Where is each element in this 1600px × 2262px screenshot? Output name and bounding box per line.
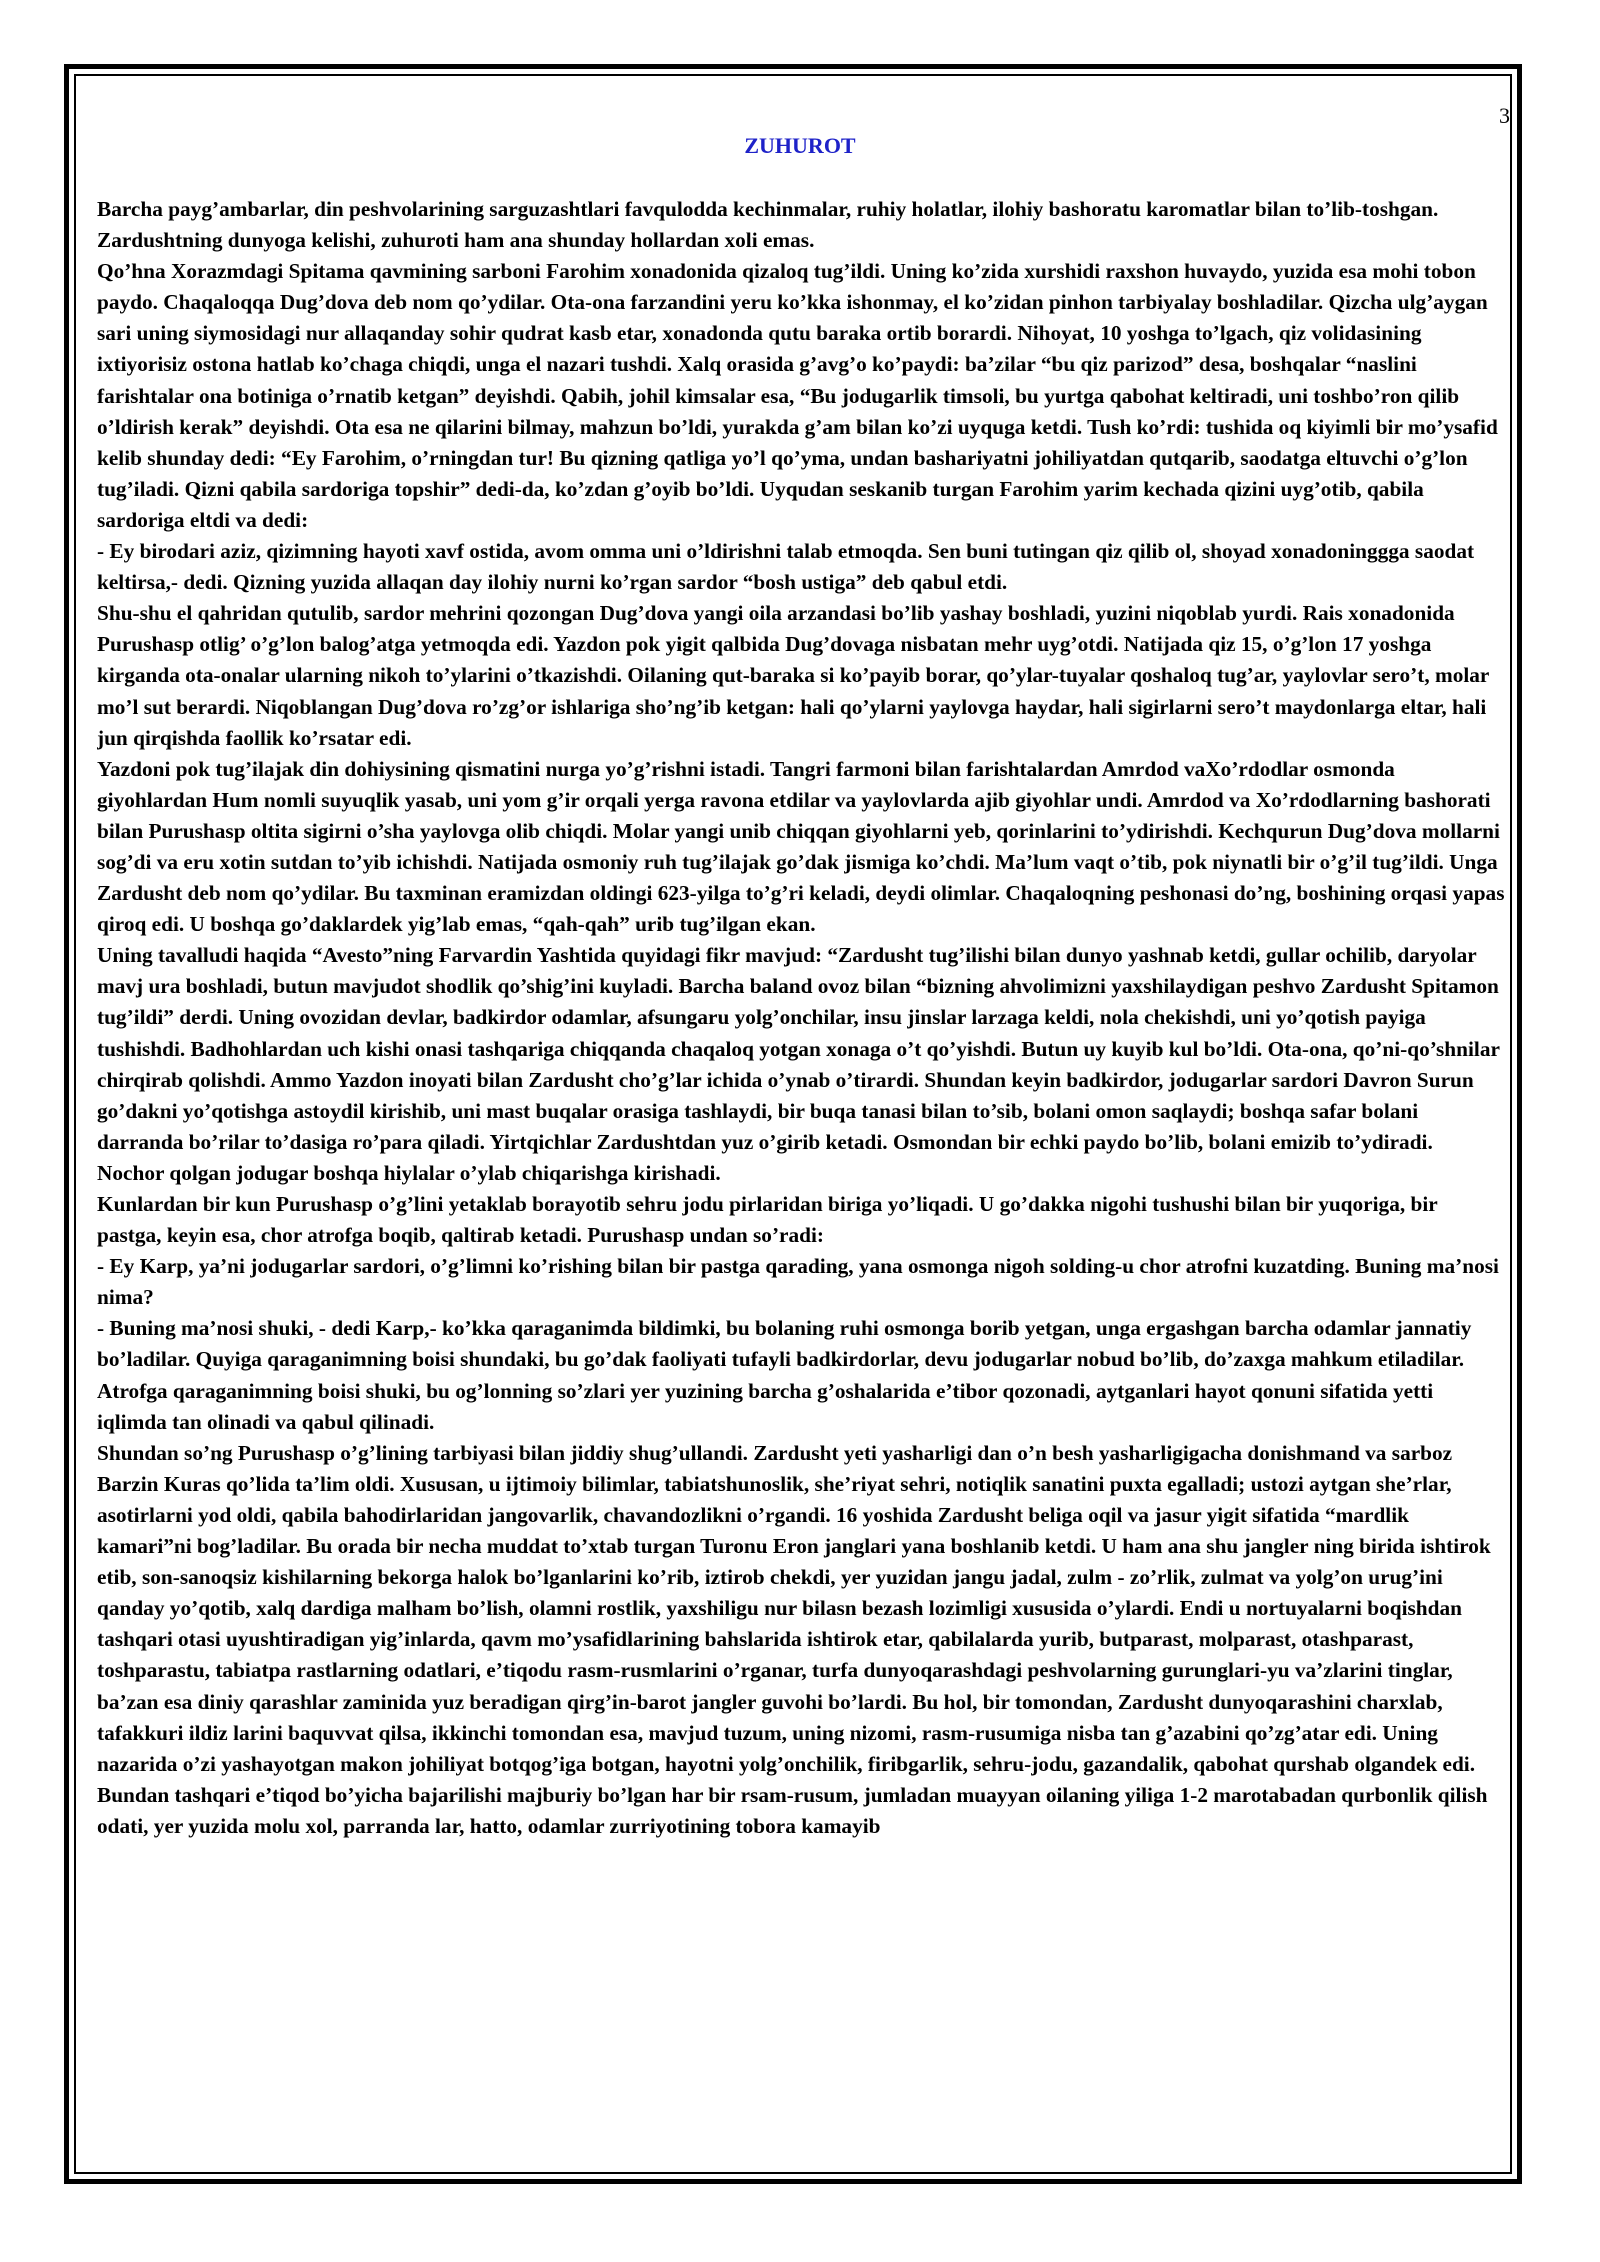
paragraph: Shundan so’ng Purushasp o’g’lining tarbiyasi bilan jiddiy shug’ullandi. Zardusht yeti yasharligi dan o’n besh yasharligigacha donishmand va sarboz Barzin Kuras qo’lida ta’lim oldi. Xususan, u ijtimoiy bilimlar, tabiatshunoslik, she’riyat sehri, notiqlik sanatini puxta egalladi; ustozi aytgan she’rlar, asotirlarni yod oldi, qabila bahodirlaridan jangovarlik, chavandozlikni o’rgandi. 16 yoshida Zardusht beliga oqil va jasur yigit sifatida “mardlik kamari”ni bog’ladilar. Bu orada bir necha muddat to’xtab turgan Turonu Eron janglari yana boshlanib ketdi. U ham ana shu jangler ning birida ishtirok etib, son-sanoqsiz kishilarning bekorga halok bo’lganlarini ko’rib, iztirob chekdi, yer yuzidan jangu jadal, zulm - zo’rlik, zulmat va yolg’on urug’ini qanday yo’qotib, xalq dardiga malham bo’lish, olamni rostlik, yaxshiligu nur bilasn bezash lozimligi xususida o’ylardi. Endi u nortuyalarni boqishdan tashqari otasi uyushtiradigan yig’inlarda, qavm mo’ysafidlarining bahslarida ishtirok etar, qabilalarda yurib, butparast, molparast, otashparast, toshparastu, tabiatpa rastlarning odatlari, e’tiqodu rasm-rusmlarini o’rganar, turfa dunyoqarashdagi peshvolarning gurunglari-yu va’zlarini tinglar, ba’zan esa diniy qarashlar zaminida yuz beradigan qirg’in-barot jangler guvohi bo’lardi. Bu hol, bir tomondan, Zardusht dunyoqarashini charxlab, tafakkuri ildiz larini baquvvat qilsa, ikkinchi tomondan esa, mavjud tuzum, uning nizomi, rasm-rusumiga nisba tan g’azabini qo’zg’atar edi. Uning nazarida o’zi yashayotgan makon johiliyat botqog’iga botgan, hayotni yolg’onchilik, firibgarlik, sehru-jodu, gazandalik, qabohat qurshab olgandek edi. Bundan tashqari e’tiqod bo’yicha bajarilishi majburiy bo’lgan har bir rsam-rusum, jumladan muayyan oilaning yiliga 1-2 marotabadan qurbonlik qilish odati, yer yuzida molu xol, parranda lar, hatto, odamlar zurriyotining tobora kamayib	[97, 1440, 1491, 1838]
paragraph: Yazdoni pok tug’ilajak din dohiysining qismatini nurga yo’g’rishni istadi. Tangri farmoni bilan farishtalardan Amrdod vaXo’rdodlar osmonda giyohlardan Hum nomli suyuqlik yasab, uni yom g’ir orqali yerga ravona etdilar va yaylovlarda ajib giyohlar undi. Amrdod va Xo’rdodlarning bashorati bilan Purushasp oltita sigirni o’sha yaylovga olib chiqdi. Molar yangi unib chiqqan giyohlarni yeb, qorinlarini to’ydirishdi. Kechqurun Dug’dova mollarni sog’di va eru xotin sutdan to’yib ichishdi. Natijada osmoniy ruh tug’ilajak go’dak jismiga ko’chdi. Ma’lum vaqt o’tib, pok niynatli bir o’g’il tug’ildi. Unga Zardusht deb nom qo’ydilar. Bu taxminan eramizdan oldingi 623-yilga to’g’ri keladi, deydi olimlar. Chaqaloqning peshonasi do’ng, boshining orqasi yapas qiroq edi. U boshqa go’daklardek yig’lab emas, “qah-qah” urib tug’ilgan ekan.	[97, 756, 1505, 937]
paragraph: - Ey birodari aziz, qizimning hayoti xavf ostida, avom omma uni o’ldirishni talab etmoqda. Sen buni tutingan qiz qilib ol, shoyad xonadoninggga saodat keltirsa,- dedi. Qizning yuzida allaqan day ilohiy nurni ko’rgan sardor “bosh ustiga” deb qabul etdi.	[97, 539, 1475, 595]
page-number: 3	[1499, 103, 1510, 128]
paragraph: Shu-shu el qahridan qutulib, sardor mehrini qozongan Dug’dova yangi oila arzandasi bo’lib yashay boshladi, yuzini niqoblab yurdi. Rais xonadonida Purushasp otlig’ o’g’lon balog’atga yetmoqda edi. Yazdon pok yigit qalbida Dug’dovaga nisbatan mehr uyg’otdi. Natijada qiz 15, o’g’lon 17 yoshga kirganda ota-onalar ularning nikoh to’ylarini o’tkazishdi. Oilaning qut-baraka si ko’payib borar, qo’ylar-tuyalar qoshaloq tug’ar, yaylovlar sero’t, molar mo’l sut berardi. Niqoblangan Dug’dova ro’zg’or ishlariga sho’ng’ib ketgan: hali qo’ylarni yaylovga haydar, hali sigirlarni sero’t maydonlarga eltar, hali jun qirqishda faollik ko’rsatar edi.	[97, 601, 1489, 750]
paragraph: Qo’hna Xorazmdagi Spitama qavmining sarboni Farohim xonadonida qizaloq tug’ildi. Uning ko’zida xurshidi raxshon huvaydo, yuzida esa mohi tobon paydo. Chaqaloqqa Dug’dova deb nom qo’ydilar. Ota-ona farzandini yeru ko’kka ishonmay, el ko’zidan pinhon tarbiyalay boshladilar. Qizcha ulg’aygan sari uning siymosidagi nur allaqanday sohir qudrat kasb etar, xonadonda qutu baraka ortib borardi. Nihoyat, 10 yoshga to’lgach, qiz volidasining ixtiyorisiz ostona hatlab ko’chaga chiqdi, unga el nazari tushdi. Xalq orasida g’avg’o ko’paydi: ba’zilar “bu qiz parizod” desa, boshqalar “naslini farishtalar ona botiniga o’rnatib ketgan” deyishdi. Qabih, johil kimsalar esa, “Bu jodugarlik timsoli, bu yurtga qabohat keltiradi, uni toshbo’ron qilib o’ldirish kerak” deyishdi. Ota esa ne qilarini bilmay, mahzun bo’ldi, yurakda g’am bilan ko’zi uyquga ketdi. Tush ko’rdi: tushida oq kiyimli bir mo’ysafid kelib shunday dedi: “Ey Farohim, o’rningdan tur! Bu qizning qatliga yo’l qo’yma, undan bashariyatni johiliyatdan qutqarib, saodatga eltuvchi o’g’lon tug’iladi. Qizni qabila sardoriga topshir” dedi-da, ko’zdan g’oyib bo’ldi. Uyqudan seskanib turgan Farohim yarim kechada qizini uyg’otib, qabila sardoriga eltdi va dedi:	[97, 259, 1498, 532]
document-title: ZUHUROT	[744, 133, 856, 158]
paragraph: - Buning ma’nosi shuki, - dedi Karp,- ko’kka qaraganimda bildimki, bu bolaning ruhi osmonga borib yetgan, unga ergashgan barcha odamlar jannatiy bo’ladilar. Quyiga qaraganimning boisi shundaki, bu go’dak faoliyati tufayli badkirdorlar, devu jodugarlar nobud bo’lib, do’zaxga mahkum etiladilar. Atrofga qaraganimning boisi shuki, bu og’lonning so’zlari yer yuzining barcha g’oshalarida e’tibor qozonadi, aytganlari hayot qonuni sifatida yetti iqlimda tan olinadi va qabul qilinadi.	[97, 1316, 1472, 1434]
document-body	[97, 194, 1507, 2166]
paragraph: Kunlardan bir kun Purushasp o’g’lini yetaklab borayotib sehru jodu pirlaridan biriga yo’liqadi. U go’dakka nigohi tushushi bilan bir yuqoriga, bir pastga, keyin esa, chor atrofga boqib, qaltirab ketadi. Purushasp undan so’radi:	[97, 1192, 1438, 1248]
paragraph: Nochor qolgan jodugar boshqa hiylalar o’ylab chiqarishga kirishadi.	[97, 1160, 721, 1185]
paragraph: - Ey Karp, ya’ni jodugarlar sardori, o’g’limni ko’rishing bilan bir pastga qarading, yana osmonga nigoh solding-u chor atrofni kuzatding. Buning ma’nosi nima?	[97, 1254, 1499, 1310]
paragraph: Uning tavalludi haqida “Avesto”ning Farvardin Yashtida quyidagi fikr mavjud: “Zardusht tug’ilishi bilan dunyo yashnab ketdi, gullar ochilib, daryolar mavj ura boshladi, butun mavjudot shodlik qo’shig’ini kuyladi. Barcha baland ovoz bilan “bizning ahvolimizni yaxshilaydigan peshvo Zardusht Spitamon tug’ildi” derdi. Uning ovozidan devlar, badkirdor odamlar, afsungaru yolg’onchilar, insu jinslar larzaga keldi, nola chekishdi, uni yo’qotish payiga tushishdi. Badhohlardan uch kishi onasi tashqariga chiqqanda chaqaloq yotgan xonaga o’t qo’yishdi. Butun uy kuyib kul bo’ldi. Ota-ona, qo’ni-qo’shnilar chirqirab qolishdi. Ammo Yazdon inoyati bilan Zardusht cho’g’lar ichida o’ynab o’tirardi. Shundan keyin badkirdor, jodugarlar sardori Davron Surun go’dakni yo’qotishga astoydil kirishib, uni mast buqalar orasiga tashlaydi, bir buqa tanasi bilan to’sib, bolani omon saqlaydi; boshqa safar bolani darranda bo’rilar to’dasiga ro’para qiladi. Yirtqichlar Zardushtdan yuz o’girib ketadi. Osmondan bir echki paydo bo’lib, bolani emizib to’ydiradi.	[97, 943, 1500, 1154]
paragraph: Barcha payg’ambarlar, din peshvolarining sarguzashtlari favqulodda kechinmalar, ruhiy holatlar, ilohiy bashoratu karomatlar bilan to’lib-toshgan. Zardushtning dunyoga kelishi, zuhuroti ham ana shunday hollardan xoli emas.	[97, 197, 1439, 253]
